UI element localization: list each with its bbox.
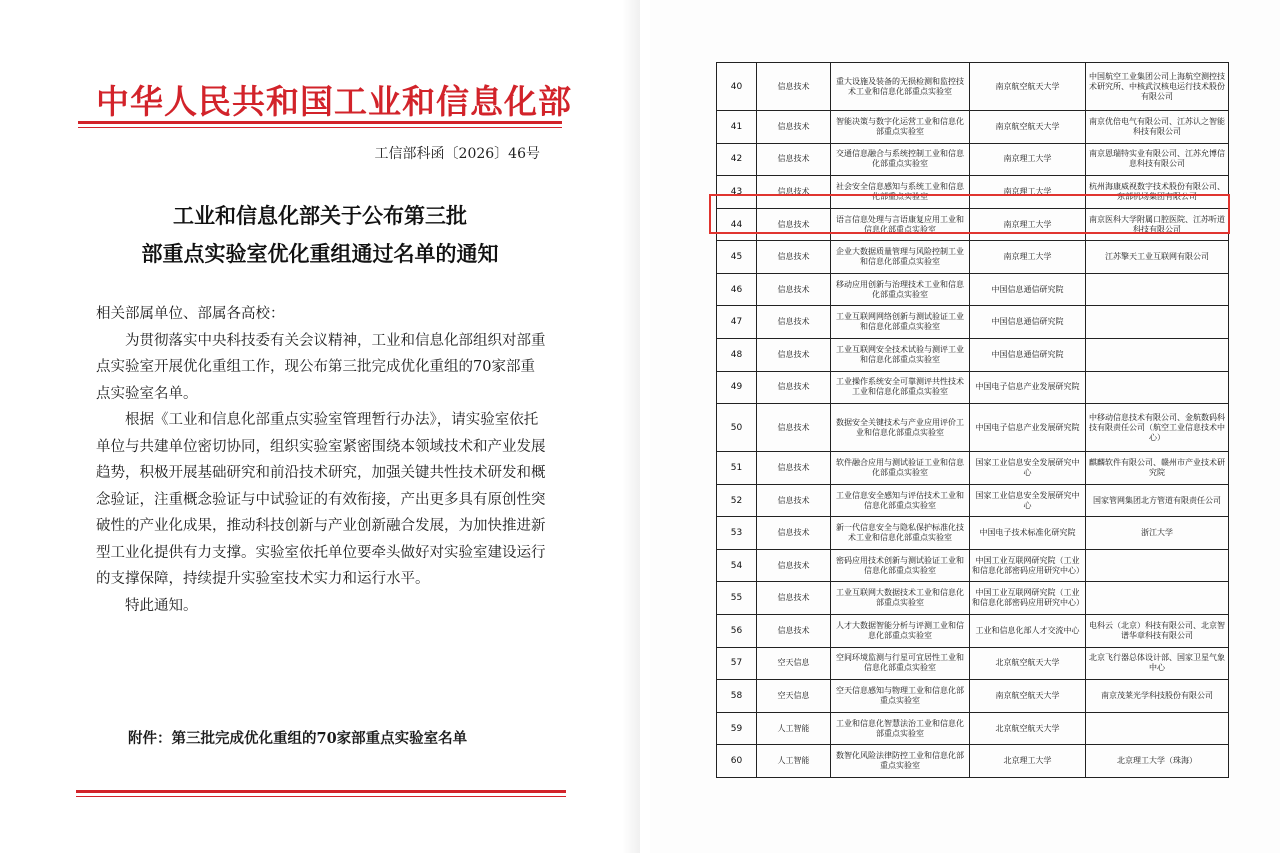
lab-name-cell: 企业大数据质量管理与风险控制工业和信息化部重点实验室 bbox=[831, 241, 970, 274]
table-row bbox=[717, 208, 1229, 241]
partner-unit-cell bbox=[1086, 582, 1229, 615]
closing-line: 特此通知。 bbox=[125, 597, 198, 614]
partner-unit-cell bbox=[1086, 273, 1229, 306]
host-unit-cell: 中国信息通信研究院 bbox=[970, 306, 1086, 339]
partner-unit-cell: 南京优倍电气有限公司、江苏认之智能科技有限公司 bbox=[1086, 111, 1229, 144]
lab-name-cell: 工业互联网大数据技术工业和信息化部重点实验室 bbox=[831, 582, 970, 615]
host-unit-cell: 中国信息通信研究院 bbox=[970, 273, 1086, 306]
page-fold-shadow bbox=[622, 0, 640, 853]
partner-unit-cell: 中国航空工业集团公司上海航空测控技术研究所、中核武汉核电运行技术股份有限公司 bbox=[1086, 63, 1229, 111]
table-row bbox=[717, 339, 1229, 372]
row-number: 44 bbox=[717, 208, 757, 241]
lab-name-cell: 工业信息安全感知与评估技术工业和信息化部重点实验室 bbox=[831, 484, 970, 517]
partner-unit-cell: 南京医科大学附属口腔医院、江苏听道科技有限公司 bbox=[1086, 208, 1229, 241]
table-row bbox=[717, 582, 1229, 615]
row-number: 55 bbox=[717, 582, 757, 615]
lab-name-cell: 智能决策与数字化运营工业和信息化部重点实验室 bbox=[831, 111, 970, 144]
field-cell: 信息技术 bbox=[757, 582, 831, 615]
table-row bbox=[717, 745, 1229, 778]
row-number: 57 bbox=[717, 647, 757, 680]
partner-unit-cell: 杭州海康威视数字技术股份有限公司、东部机场集团有限公司 bbox=[1086, 176, 1229, 209]
table-row bbox=[717, 63, 1229, 111]
row-number: 59 bbox=[717, 712, 757, 745]
table-row bbox=[717, 647, 1229, 680]
paragraph-2: 根据《工业和信息化部重点实验室管理暂行办法》，请实验室依托单位与共建单位密切协同，组织实验室紧密围绕本领域技术和产业发展趋势，积极开展基础研究和前沿技术研究，加强关键共性技术研发和概念验证，注重概念验证与中试验证的有效衔接，产出更多具有原创性突破性的产业化成果，推动科技创新与产业创新融合发展，为加快推进新型工业化提供有力支撑。实验室依托单位要牵头做好对实验室建设运行的支撑保障，持续提升实验室技术实力和运行水平。 bbox=[96, 412, 546, 587]
table-row bbox=[717, 517, 1229, 550]
field-cell: 信息技术 bbox=[757, 273, 831, 306]
row-number: 43 bbox=[717, 176, 757, 209]
partner-unit-cell bbox=[1086, 712, 1229, 745]
lab-name-cell: 数据安全关键技术与产业应用评价工业和信息化部重点实验室 bbox=[831, 404, 970, 452]
row-number: 53 bbox=[717, 517, 757, 550]
lab-name-cell: 语言信息处理与言语康复应用工业和信息化部重点实验室 bbox=[831, 208, 970, 241]
partner-unit-cell: 麒麟软件有限公司、赣州市产业技术研究院 bbox=[1086, 452, 1229, 485]
field-cell: 信息技术 bbox=[757, 517, 831, 550]
paragraph-1: 为贯彻落实中央科技委有关会议精神，工业和信息化部组织对部重点实验室开展优化重组工作，现公布第三批完成优化重组的70家部重点实验室名单。 bbox=[96, 332, 546, 402]
field-cell: 信息技术 bbox=[757, 371, 831, 404]
partner-unit-cell: 国家管网集团北方管道有限责任公司 bbox=[1086, 484, 1229, 517]
field-cell: 信息技术 bbox=[757, 208, 831, 241]
field-cell: 信息技术 bbox=[757, 404, 831, 452]
row-number: 41 bbox=[717, 111, 757, 144]
host-unit-cell: 南京航空航天大学 bbox=[970, 680, 1086, 713]
lab-list-table bbox=[716, 62, 1229, 778]
host-unit-cell: 南京理工大学 bbox=[970, 176, 1086, 209]
lab-name-cell: 新一代信息安全与隐私保护标准化技术工业和信息化部重点实验室 bbox=[831, 517, 970, 550]
table-row bbox=[717, 404, 1229, 452]
lab-name-cell: 工业和信息化智慧法治工业和信息化部重点实验室 bbox=[831, 712, 970, 745]
field-cell: 空天信息 bbox=[757, 647, 831, 680]
lab-name-cell: 交通信息融合与系统控制工业和信息化部重点实验室 bbox=[831, 143, 970, 176]
partner-unit-cell bbox=[1086, 339, 1229, 372]
partner-unit-cell: 南京茂莱光学科技股份有限公司 bbox=[1086, 680, 1229, 713]
row-number: 56 bbox=[717, 615, 757, 648]
host-unit-cell: 南京航空航天大学 bbox=[970, 111, 1086, 144]
field-cell: 信息技术 bbox=[757, 306, 831, 339]
partner-unit-cell: 中移动信息技术有限公司、金航数码科技有限责任公司（航空工业信息技术中心） bbox=[1086, 404, 1229, 452]
partner-unit-cell bbox=[1086, 371, 1229, 404]
partner-unit-cell bbox=[1086, 549, 1229, 582]
partner-unit-cell: 浙江大学 bbox=[1086, 517, 1229, 550]
masthead-title: 中华人民共和国工业和信息化部 bbox=[96, 82, 572, 121]
host-unit-cell: 北京航空航天大学 bbox=[970, 647, 1086, 680]
table-row bbox=[717, 549, 1229, 582]
host-unit-cell: 南京理工大学 bbox=[970, 241, 1086, 274]
document-body bbox=[96, 301, 546, 619]
partner-unit-cell: 南京恩瑞特实业有限公司、江苏允博信息科技有限公司 bbox=[1086, 143, 1229, 176]
host-unit-cell: 中国电子信息产业发展研究院 bbox=[970, 371, 1086, 404]
lab-name-cell: 工业互联网网络创新与测试验证工业和信息化部重点实验室 bbox=[831, 306, 970, 339]
table-row bbox=[717, 111, 1229, 144]
field-cell: 信息技术 bbox=[757, 549, 831, 582]
table-row bbox=[717, 680, 1229, 713]
masthead-red-rule bbox=[78, 121, 562, 124]
host-unit-cell: 国家工业信息安全发展研究中心 bbox=[970, 484, 1086, 517]
host-unit-cell: 南京理工大学 bbox=[970, 208, 1086, 241]
table-row bbox=[717, 241, 1229, 274]
table-row bbox=[717, 484, 1229, 517]
field-cell: 人工智能 bbox=[757, 712, 831, 745]
field-cell: 信息技术 bbox=[757, 143, 831, 176]
table-row bbox=[717, 712, 1229, 745]
row-number: 45 bbox=[717, 241, 757, 274]
field-cell: 信息技术 bbox=[757, 63, 831, 111]
partner-unit-cell: 北京理工大学（珠海） bbox=[1086, 745, 1229, 778]
partner-unit-cell: 电科云（北京）科技有限公司、北京智谱华章科技有限公司 bbox=[1086, 615, 1229, 648]
row-number: 47 bbox=[717, 306, 757, 339]
field-cell: 信息技术 bbox=[757, 484, 831, 517]
host-unit-cell: 南京航空航天大学 bbox=[970, 63, 1086, 111]
lab-name-cell: 软件融合应用与测试验证工业和信息化部重点实验室 bbox=[831, 452, 970, 485]
table-row bbox=[717, 371, 1229, 404]
host-unit-cell: 中国电子信息产业发展研究院 bbox=[970, 404, 1086, 452]
partner-unit-cell bbox=[1086, 306, 1229, 339]
lab-name-cell: 数智化风险法律防控工业和信息化部重点实验室 bbox=[831, 745, 970, 778]
row-number: 46 bbox=[717, 273, 757, 306]
row-number: 40 bbox=[717, 63, 757, 111]
table-row bbox=[717, 615, 1229, 648]
field-cell: 信息技术 bbox=[757, 111, 831, 144]
field-cell: 信息技术 bbox=[757, 176, 831, 209]
lab-name-cell: 人才大数据智能分析与评测工业和信息化部重点实验室 bbox=[831, 615, 970, 648]
lab-name-cell: 空间环境监测与行星可宜居性工业和信息化部重点实验室 bbox=[831, 647, 970, 680]
field-cell: 信息技术 bbox=[757, 339, 831, 372]
lab-name-cell: 社会安全信息感知与系统工业和信息化部重点实验室 bbox=[831, 176, 970, 209]
document-title bbox=[100, 197, 540, 273]
row-number: 51 bbox=[717, 452, 757, 485]
host-unit-cell: 中国信息通信研究院 bbox=[970, 339, 1086, 372]
lab-name-cell: 空天信息感知与物理工业和信息化部重点实验室 bbox=[831, 680, 970, 713]
lab-name-cell: 重大设施及装备的无损检测和监控技术工业和信息化部重点实验室 bbox=[831, 63, 970, 111]
lab-name-cell: 密码应用技术创新与测试验证工业和信息化部重点实验室 bbox=[831, 549, 970, 582]
field-cell: 空天信息 bbox=[757, 680, 831, 713]
footer-red-rule-thin bbox=[76, 796, 566, 797]
host-unit-cell: 工业和信息化部人才交流中心 bbox=[970, 615, 1086, 648]
host-unit-cell: 国家工业信息安全发展研究中心 bbox=[970, 452, 1086, 485]
title-line-1: 工业和信息化部关于公布第三批 bbox=[173, 203, 467, 228]
footer-red-rule bbox=[76, 790, 566, 793]
host-unit-cell: 中国工业互联网研究院（工业和信息化部密码应用研究中心） bbox=[970, 549, 1086, 582]
row-number: 42 bbox=[717, 143, 757, 176]
host-unit-cell: 中国电子技术标准化研究院 bbox=[970, 517, 1086, 550]
field-cell: 信息技术 bbox=[757, 241, 831, 274]
row-number: 54 bbox=[717, 549, 757, 582]
lab-name-cell: 移动应用创新与治理技术工业和信息化部重点实验室 bbox=[831, 273, 970, 306]
document-number: 工信部科函〔2026〕46号 bbox=[374, 146, 540, 162]
host-unit-cell: 中国工业互联网研究院（工业和信息化部密码应用研究中心） bbox=[970, 582, 1086, 615]
host-unit-cell: 南京理工大学 bbox=[970, 143, 1086, 176]
table-row bbox=[717, 143, 1229, 176]
table-row bbox=[717, 176, 1229, 209]
lab-name-cell: 工业操作系统安全可靠测评共性技术工业和信息化部重点实验室 bbox=[831, 371, 970, 404]
salutation: 相关部属单位、部属各高校： bbox=[96, 306, 285, 322]
field-cell: 人工智能 bbox=[757, 745, 831, 778]
row-number: 58 bbox=[717, 680, 757, 713]
table-row bbox=[717, 452, 1229, 485]
partner-unit-cell: 江苏擎天工业互联网有限公司 bbox=[1086, 241, 1229, 274]
table-row bbox=[717, 306, 1229, 339]
partner-unit-cell: 北京飞行器总体设计部、国家卫星气象中心 bbox=[1086, 647, 1229, 680]
host-unit-cell: 北京理工大学 bbox=[970, 745, 1086, 778]
table-row bbox=[717, 273, 1229, 306]
row-number: 52 bbox=[717, 484, 757, 517]
attachment-note: 附件：第三批完成优化重组的70家部重点实验室名单 bbox=[128, 730, 468, 747]
lab-list-table-wrap bbox=[716, 62, 1228, 778]
field-cell: 信息技术 bbox=[757, 615, 831, 648]
row-number: 60 bbox=[717, 745, 757, 778]
row-number: 48 bbox=[717, 339, 757, 372]
row-number: 50 bbox=[717, 404, 757, 452]
lab-name-cell: 工业互联网安全技术试验与测评工业和信息化部重点实验室 bbox=[831, 339, 970, 372]
row-number: 49 bbox=[717, 371, 757, 404]
field-cell: 信息技术 bbox=[757, 452, 831, 485]
host-unit-cell: 北京航空航天大学 bbox=[970, 712, 1086, 745]
masthead-red-rule-thin bbox=[78, 127, 562, 128]
title-line-2: 部重点实验室优化重组通过名单的通知 bbox=[141, 241, 499, 266]
